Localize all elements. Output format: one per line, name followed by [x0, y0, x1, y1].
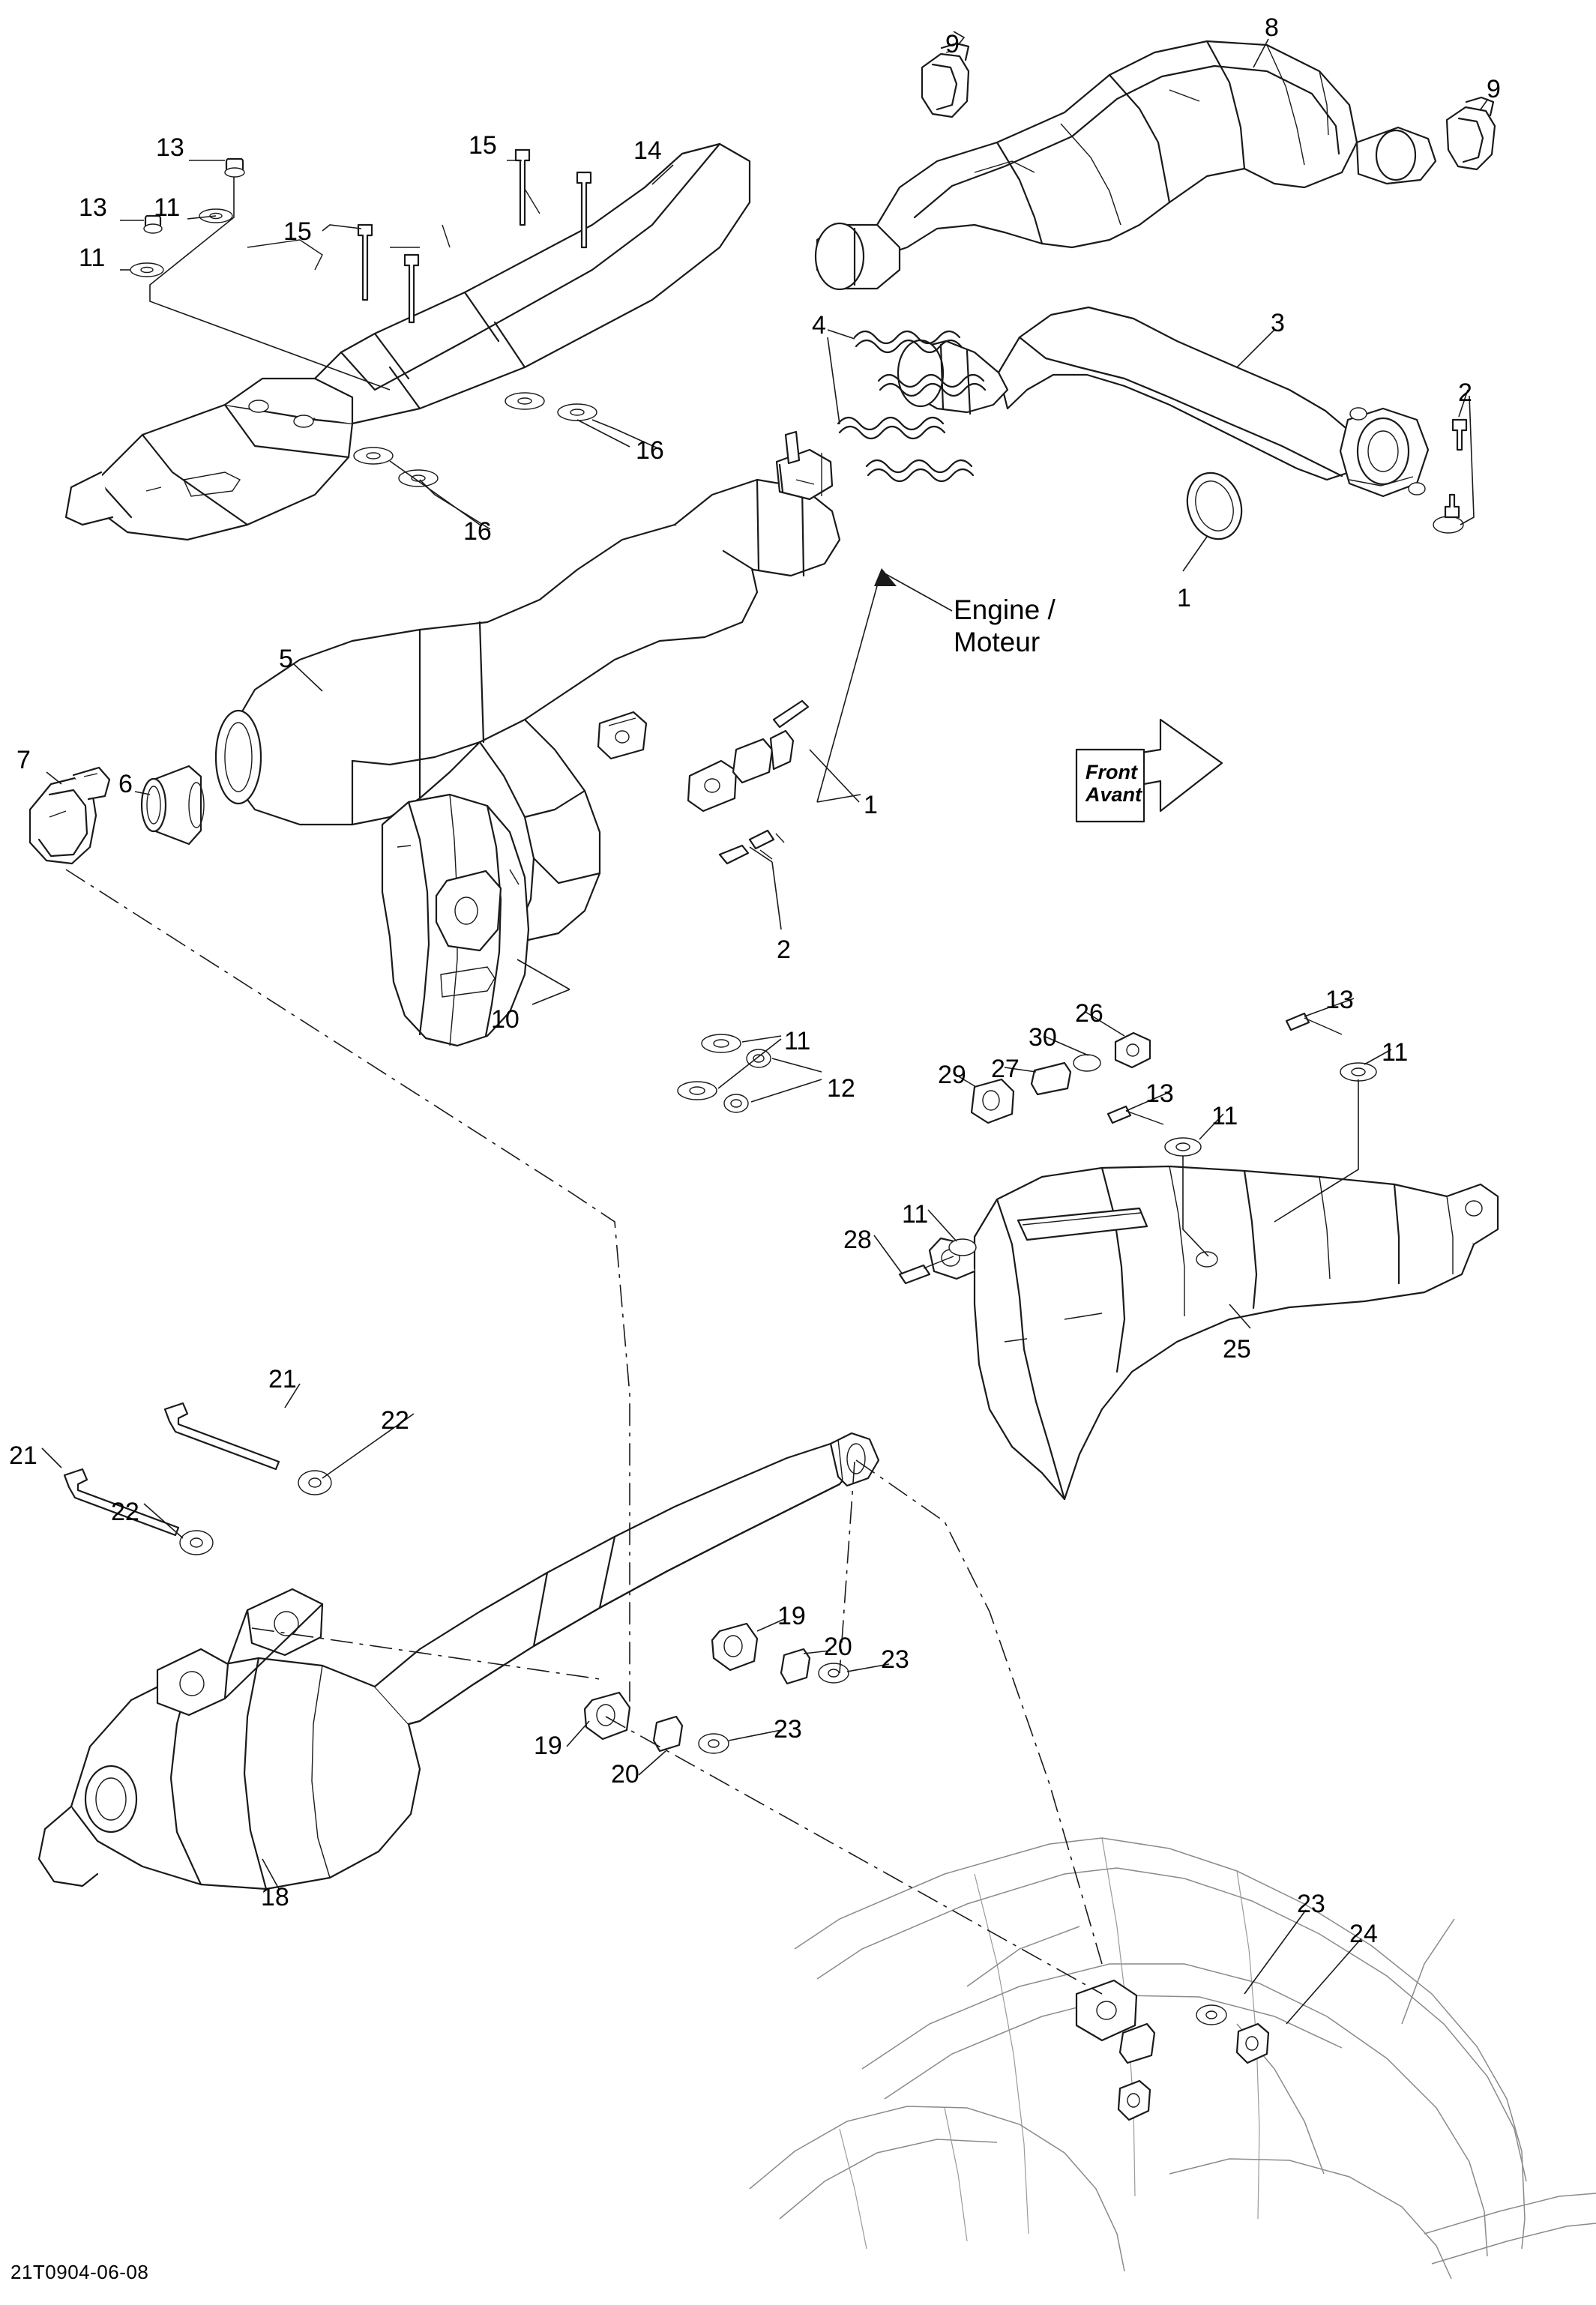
callout-c11-f: 11 — [902, 1200, 929, 1229]
callout-c8: 8 — [1265, 13, 1279, 42]
callout-c19-b: 19 — [534, 1732, 562, 1760]
callout-c25: 25 — [1223, 1335, 1251, 1364]
callout-c11-d: 11 — [1382, 1038, 1409, 1067]
callout-c3: 3 — [1271, 309, 1285, 337]
callout-c1-a: 1 — [1177, 584, 1191, 612]
callout-c9-top: 9 — [945, 30, 960, 58]
callout-c30: 30 — [1029, 1023, 1057, 1052]
callout-c22-b: 22 — [111, 1498, 139, 1526]
callout-c1-b: 1 — [864, 791, 878, 819]
callout-c5: 5 — [279, 645, 293, 673]
callout-c20-b: 20 — [611, 1760, 639, 1789]
part-6-sleeve — [142, 766, 204, 844]
part-7-clamp — [30, 768, 109, 864]
callout-c19-a: 19 — [777, 1602, 806, 1630]
part-1-gasket-ring — [1179, 465, 1250, 546]
callout-c2-b: 2 — [777, 935, 791, 964]
front-label: Front — [1085, 761, 1137, 783]
callout-c13-c: 13 — [1325, 986, 1354, 1014]
callout-c13-d: 13 — [1145, 1079, 1174, 1108]
callout-c22-a: 22 — [381, 1406, 409, 1435]
callout-c20-a: 20 — [824, 1633, 852, 1661]
engine-note-line2: Moteur — [954, 626, 1041, 657]
callout-c4: 4 — [812, 311, 826, 340]
callout-c2-a: 2 — [1458, 379, 1472, 407]
part-25-heat-shield — [930, 1166, 1498, 1499]
callout-c26: 26 — [1075, 999, 1103, 1028]
callout-c21-a: 21 — [268, 1365, 297, 1393]
callout-c13-b: 13 — [79, 193, 107, 222]
callout-c23-b: 23 — [774, 1715, 802, 1744]
callout-c11-b: 11 — [79, 244, 106, 272]
callout-c6: 6 — [118, 770, 133, 798]
part-8-upper-heat-shield — [816, 41, 1436, 289]
callout-c15-b: 15 — [283, 217, 312, 246]
avant-label: Avant — [1085, 783, 1142, 806]
callout-c23-c: 23 — [1297, 1890, 1325, 1918]
callout-c11-e: 11 — [1211, 1102, 1238, 1130]
callout-c16-a: 16 — [636, 436, 664, 465]
part-3-exhaust-pipe — [898, 307, 1466, 533]
callout-c10: 10 — [491, 1005, 520, 1034]
callout-c9-right: 9 — [1487, 75, 1501, 103]
callout-c24: 24 — [1349, 1920, 1378, 1948]
callout-c7: 7 — [16, 746, 31, 774]
callout-c28: 28 — [843, 1226, 872, 1254]
part-5-y-pipe — [216, 432, 840, 941]
callout-c11-c: 11 — [784, 1027, 811, 1055]
callout-c23-a: 23 — [881, 1645, 909, 1674]
callout-c29: 29 — [938, 1061, 966, 1089]
engine-note-line1: Engine / — [954, 594, 1056, 625]
callout-c27: 27 — [991, 1055, 1020, 1083]
frame-outline — [750, 1838, 1596, 2279]
engine-note — [954, 594, 1056, 658]
drawing-number: 21T0904-06-08 — [10, 2261, 149, 2283]
callout-c14: 14 — [633, 136, 662, 165]
callout-c15-a: 15 — [469, 131, 497, 160]
callout-c18: 18 — [261, 1883, 289, 1911]
callout-c12: 12 — [827, 1074, 855, 1103]
callout-c16-b: 16 — [463, 517, 492, 546]
callout-c13-a: 13 — [156, 133, 184, 162]
callout-c21-b: 21 — [9, 1441, 37, 1470]
callout-c11-a: 11 — [154, 193, 181, 222]
front-avant-note — [1085, 762, 1142, 806]
